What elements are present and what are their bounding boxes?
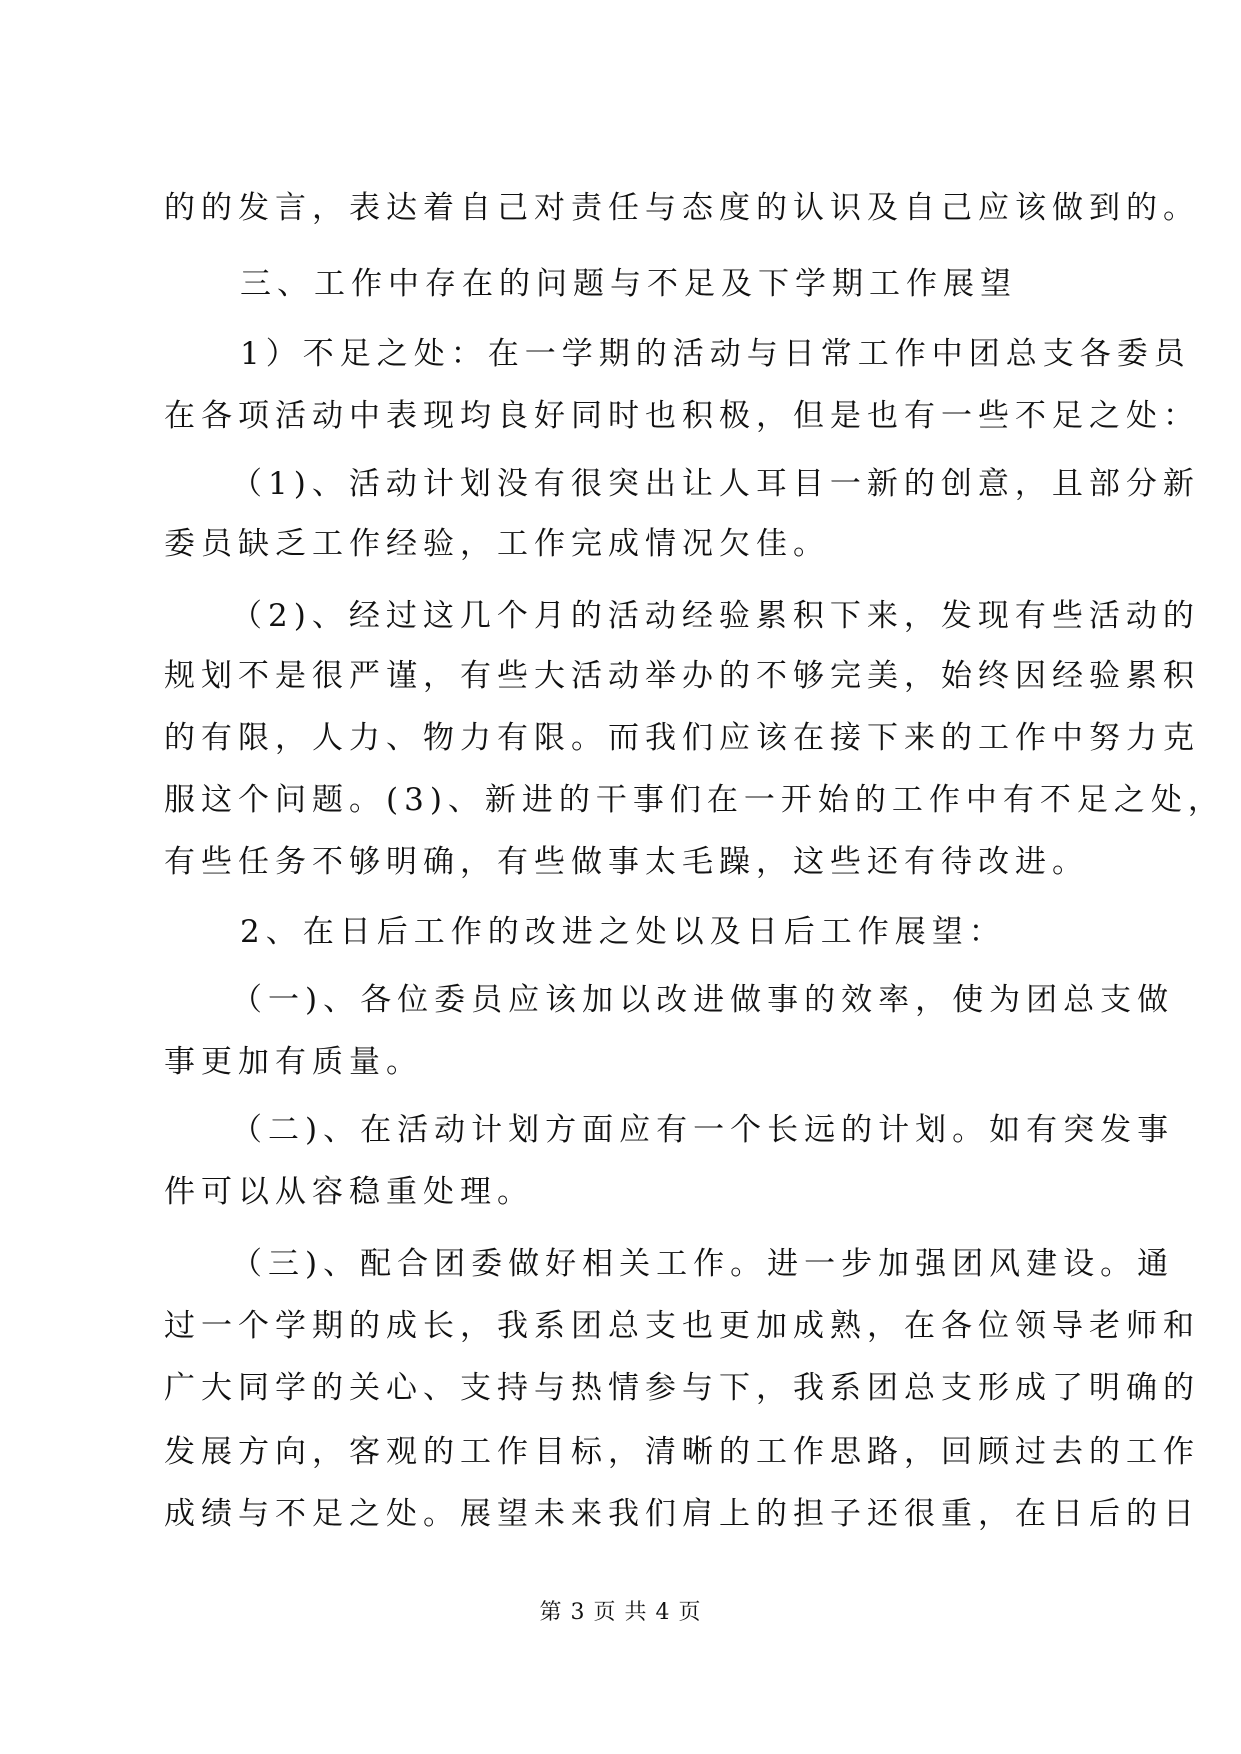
paragraph-line: 发展方向，客观的工作目标，清晰的工作思路，回顾过去的工作: [164, 1434, 1200, 1470]
paragraph-line: 成绩与不足之处。展望未来我们肩上的担子还很重，在日后的日: [164, 1496, 1200, 1532]
paragraph-line: 有些任务不够明确，有些做事太毛躁，这些还有待改进。: [164, 844, 1089, 880]
section-heading: 2、在日后工作的改进之处以及日后工作展望：: [240, 914, 1006, 950]
paragraph-line: 规划不是很严谨，有些大活动举办的不够完美，始终因经验累积: [164, 658, 1200, 694]
paragraph-line: 服这个问题。(3)、新进的干事们在一开始的工作中有不足之处，: [164, 782, 1225, 818]
paragraph-line: （二)、在活动计划方面应有一个长远的计划。如有突发事: [231, 1112, 1175, 1148]
paragraph-line: 1）不足之处：在一学期的活动与日常工作中团总支各委员: [240, 336, 1191, 372]
paragraph-line: 广大同学的关心、支持与热情参与下，我系团总支形成了明确的: [164, 1370, 1200, 1406]
paragraph-line: （2)、经过这几个月的活动经验累积下来，发现有些活动的: [231, 598, 1200, 634]
page-number-footer: 第 3 页 共 4 页: [539, 1600, 702, 1625]
paragraph-line: 的有限，人力、物力有限。而我们应该在接下来的工作中努力克: [164, 720, 1200, 756]
section-heading: 三、工作中存在的问题与不足及下学期工作展望: [240, 266, 1017, 302]
paragraph-line: （一)、各位委员应该加以改进做事的效率，使为团总支做: [231, 982, 1175, 1018]
paragraph-line: 事更加有质量。: [164, 1044, 423, 1080]
paragraph-line: 件可以从容稳重处理。: [164, 1174, 534, 1210]
paragraph-line: 的的发言，表达着自己对责任与态度的认识及自己应该做到的。: [164, 190, 1200, 226]
paragraph-line: 在各项活动中表现均良好同时也积极，但是也有一些不足之处：: [164, 398, 1200, 434]
paragraph-line: （1)、活动计划没有很突出让人耳目一新的创意，且部分新: [231, 466, 1200, 502]
paragraph-line: 过一个学期的成长，我系团总支也更加成熟，在各位领导老师和: [164, 1308, 1200, 1344]
paragraph-line: （三)、配合团委做好相关工作。进一步加强团风建设。通: [231, 1246, 1175, 1282]
paragraph-line: 委员缺乏工作经验，工作完成情况欠佳。: [164, 526, 830, 562]
